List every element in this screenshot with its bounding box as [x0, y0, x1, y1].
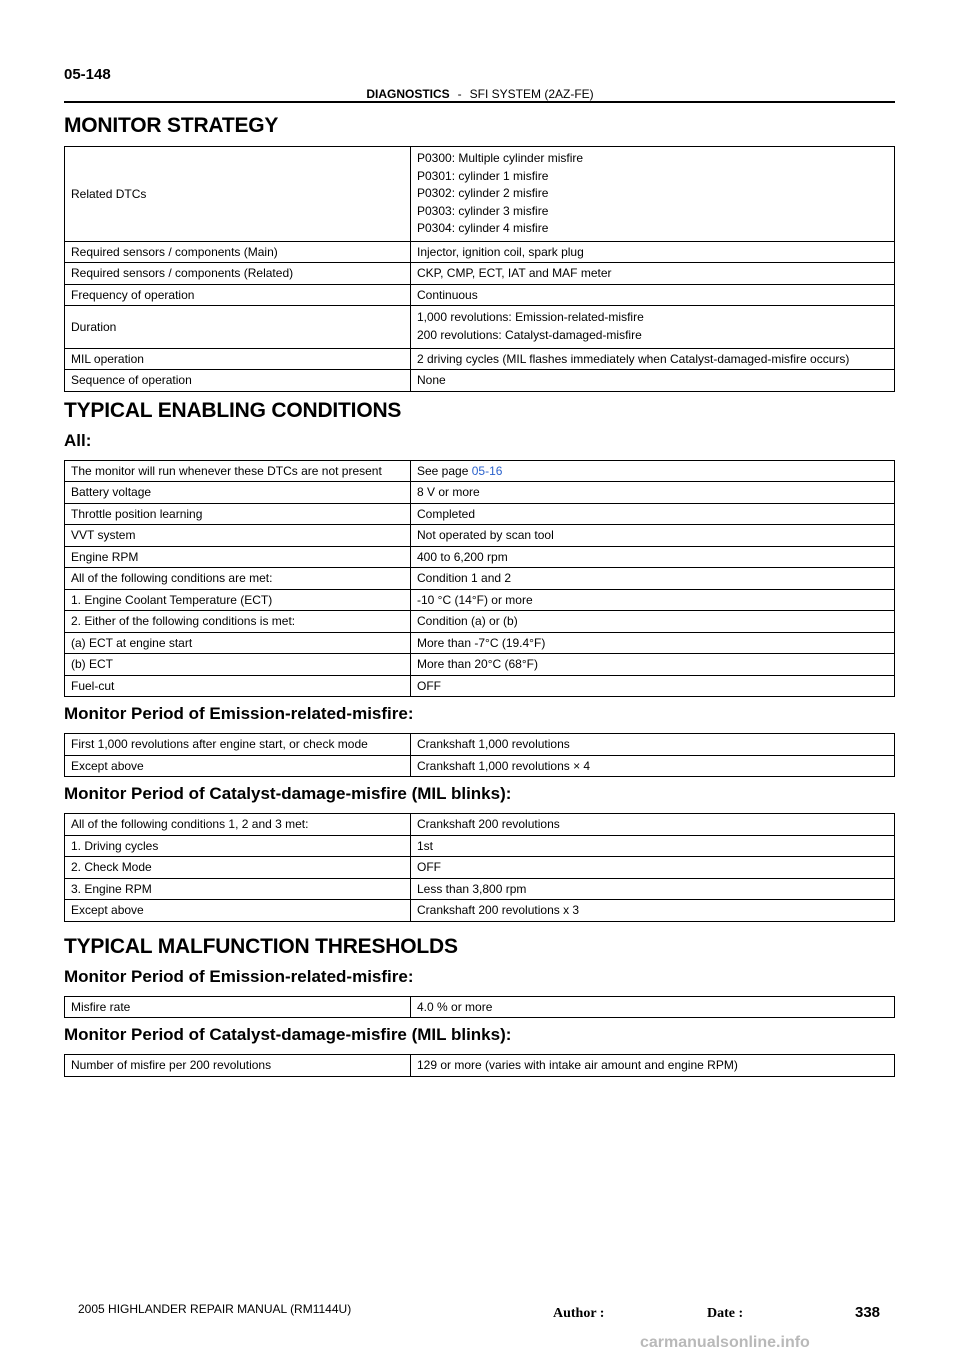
row-label: 2. Either of the following conditions is met:	[65, 611, 411, 633]
row-label: Frequency of operation	[65, 284, 411, 306]
enabling-all-table	[64, 460, 895, 698]
watermark: carmanualsonline.info	[640, 1334, 810, 1351]
document-body	[64, 114, 895, 1084]
row-label: Throttle position learning	[65, 503, 411, 525]
threshold-catalyst-subheading: Monitor Period of Catalyst-damage-misfire (MIL blinks):	[64, 1025, 512, 1045]
enabling-conditions-heading: TYPICAL ENABLING CONDITIONS	[64, 398, 402, 422]
all-subheading: All:	[64, 430, 92, 450]
running-head	[0, 87, 960, 101]
dtc-line: P0302: cylinder 2 misfire	[417, 186, 549, 201]
row-label: VVT system	[65, 525, 411, 547]
dtc-line: P0301: cylinder 1 misfire	[417, 168, 549, 183]
table-row	[65, 900, 895, 922]
subsection-title: SFI SYSTEM (2AZ-FE)	[469, 87, 594, 101]
catalyst-monitor-subheading: Monitor Period of Catalyst-damage-misfire (MIL blinks):	[64, 784, 512, 804]
row-value: 400 to 6,200 rpm	[411, 546, 895, 568]
monitor-strategy-heading: MONITOR STRATEGY	[64, 114, 279, 137]
table-row	[65, 675, 895, 697]
table-row	[65, 241, 895, 263]
row-value	[411, 147, 895, 242]
table-row	[65, 147, 895, 242]
table-row	[65, 263, 895, 285]
row-label: Required sensors / components (Main)	[65, 241, 411, 263]
row-value: 1st	[411, 835, 895, 857]
table-row	[65, 611, 895, 633]
table-row	[65, 755, 895, 777]
table-row	[65, 546, 895, 568]
row-value: Completed	[411, 503, 895, 525]
row-value: None	[411, 370, 895, 392]
table-row	[65, 370, 895, 392]
row-label: Except above	[65, 900, 411, 922]
row-value: 129 or more (varies with intake air amount and engine RPM)	[411, 1055, 895, 1077]
monitor-strategy-table	[64, 146, 895, 392]
footer-page-number: 338	[855, 1304, 881, 1321]
table-row	[65, 814, 895, 836]
row-value: OFF	[411, 675, 895, 697]
row-value: Continuous	[411, 284, 895, 306]
table-row	[65, 284, 895, 306]
table-row	[65, 568, 895, 590]
table-row	[65, 654, 895, 676]
emission-monitor-subheading: Monitor Period of Emission-related-misfire:	[64, 704, 414, 724]
row-value: Less than 3,800 rpm	[411, 878, 895, 900]
threshold-emission-subheading: Monitor Period of Emission-related-misfire:	[64, 966, 414, 986]
table-row	[65, 348, 895, 370]
row-value: Crankshaft 200 revolutions	[411, 814, 895, 836]
duration-line: 200 revolutions: Catalyst-damaged-misfire	[417, 328, 642, 343]
dtc-line: P0304: cylinder 4 misfire	[417, 221, 549, 236]
threshold-catalyst-table	[64, 1054, 895, 1077]
row-value: Crankshaft 1,000 revolutions × 4	[411, 755, 895, 777]
table-row	[65, 306, 895, 348]
row-value: 4.0 % or more	[411, 996, 895, 1018]
row-label: Misfire rate	[65, 996, 411, 1018]
row-label: 1. Engine Coolant Temperature (ECT)	[65, 589, 411, 611]
row-label: All of the following conditions are met:	[65, 568, 411, 590]
row-label: Required sensors / components (Related)	[65, 263, 411, 285]
catalyst-monitor-table	[64, 813, 895, 922]
table-row	[65, 589, 895, 611]
row-label: (a) ECT at engine start	[65, 632, 411, 654]
row-label: Battery voltage	[65, 482, 411, 504]
row-value-text: See page	[417, 463, 472, 478]
row-value: CKP, CMP, ECT, IAT and MAF meter	[411, 263, 895, 285]
row-value: Crankshaft 200 revolutions x 3	[411, 900, 895, 922]
row-value: More than -7°C (19.4°F)	[411, 632, 895, 654]
row-label: 1. Driving cycles	[65, 835, 411, 857]
row-value	[411, 306, 895, 348]
row-label: Duration	[65, 306, 411, 348]
header-separator: -	[457, 87, 462, 101]
row-label: First 1,000 revolutions after engine start, or check mode	[65, 734, 411, 756]
row-label: The monitor will run whenever these DTCs are not present	[65, 460, 411, 482]
page-number: 05-148	[64, 66, 111, 83]
malfunction-thresholds-heading: TYPICAL MALFUNCTION THRESHOLDS	[64, 934, 458, 958]
row-value: More than 20°C (68°F)	[411, 654, 895, 676]
date-label: Date :	[707, 1306, 744, 1321]
manual-footer: 2005 HIGHLANDER REPAIR MANUAL (RM1144U)	[78, 1302, 352, 1316]
author-label: Author :	[553, 1306, 605, 1321]
row-value: Not operated by scan tool	[411, 525, 895, 547]
row-value: Condition (a) or (b)	[411, 611, 895, 633]
dtc-line: P0303: cylinder 3 misfire	[417, 203, 549, 218]
table-row	[65, 632, 895, 654]
row-value: 8 V or more	[411, 482, 895, 504]
table-row	[65, 482, 895, 504]
row-label: Sequence of operation	[65, 370, 411, 392]
table-row	[65, 835, 895, 857]
row-value: Crankshaft 1,000 revolutions	[411, 734, 895, 756]
table-row	[65, 460, 895, 482]
table-row	[65, 1055, 895, 1077]
row-value: -10 °C (14°F) or more	[411, 589, 895, 611]
table-row	[65, 857, 895, 879]
table-row	[65, 878, 895, 900]
row-label: Related DTCs	[65, 147, 411, 242]
row-label: Except above	[65, 755, 411, 777]
threshold-emission-table	[64, 996, 895, 1019]
table-row	[65, 734, 895, 756]
table-row	[65, 996, 895, 1018]
row-value	[411, 460, 895, 482]
section-title: DIAGNOSTICS	[366, 87, 450, 101]
table-row	[65, 525, 895, 547]
header-rule	[64, 101, 895, 103]
table-row	[65, 503, 895, 525]
duration-line: 1,000 revolutions: Emission-related-misfire	[417, 310, 644, 325]
dtc-line: P0300: Multiple cylinder misfire	[417, 151, 584, 165]
row-label: Fuel-cut	[65, 675, 411, 697]
row-label: All of the following conditions 1, 2 and 3 met:	[65, 814, 411, 836]
row-label: Number of misfire per 200 revolutions	[65, 1055, 411, 1077]
row-value: Condition 1 and 2	[411, 568, 895, 590]
row-label: Engine RPM	[65, 546, 411, 568]
row-value: OFF	[411, 857, 895, 879]
row-value: Injector, ignition coil, spark plug	[411, 241, 895, 263]
row-label: 2. Check Mode	[65, 857, 411, 879]
row-label: MIL operation	[65, 348, 411, 370]
row-label: 3. Engine RPM	[65, 878, 411, 900]
emission-monitor-table	[64, 733, 895, 777]
row-label: (b) ECT	[65, 654, 411, 676]
row-value: 2 driving cycles (MIL flashes immediately when Catalyst-damaged-misfire occurs)	[411, 348, 895, 370]
page-link[interactable]: 05-16	[471, 463, 503, 478]
